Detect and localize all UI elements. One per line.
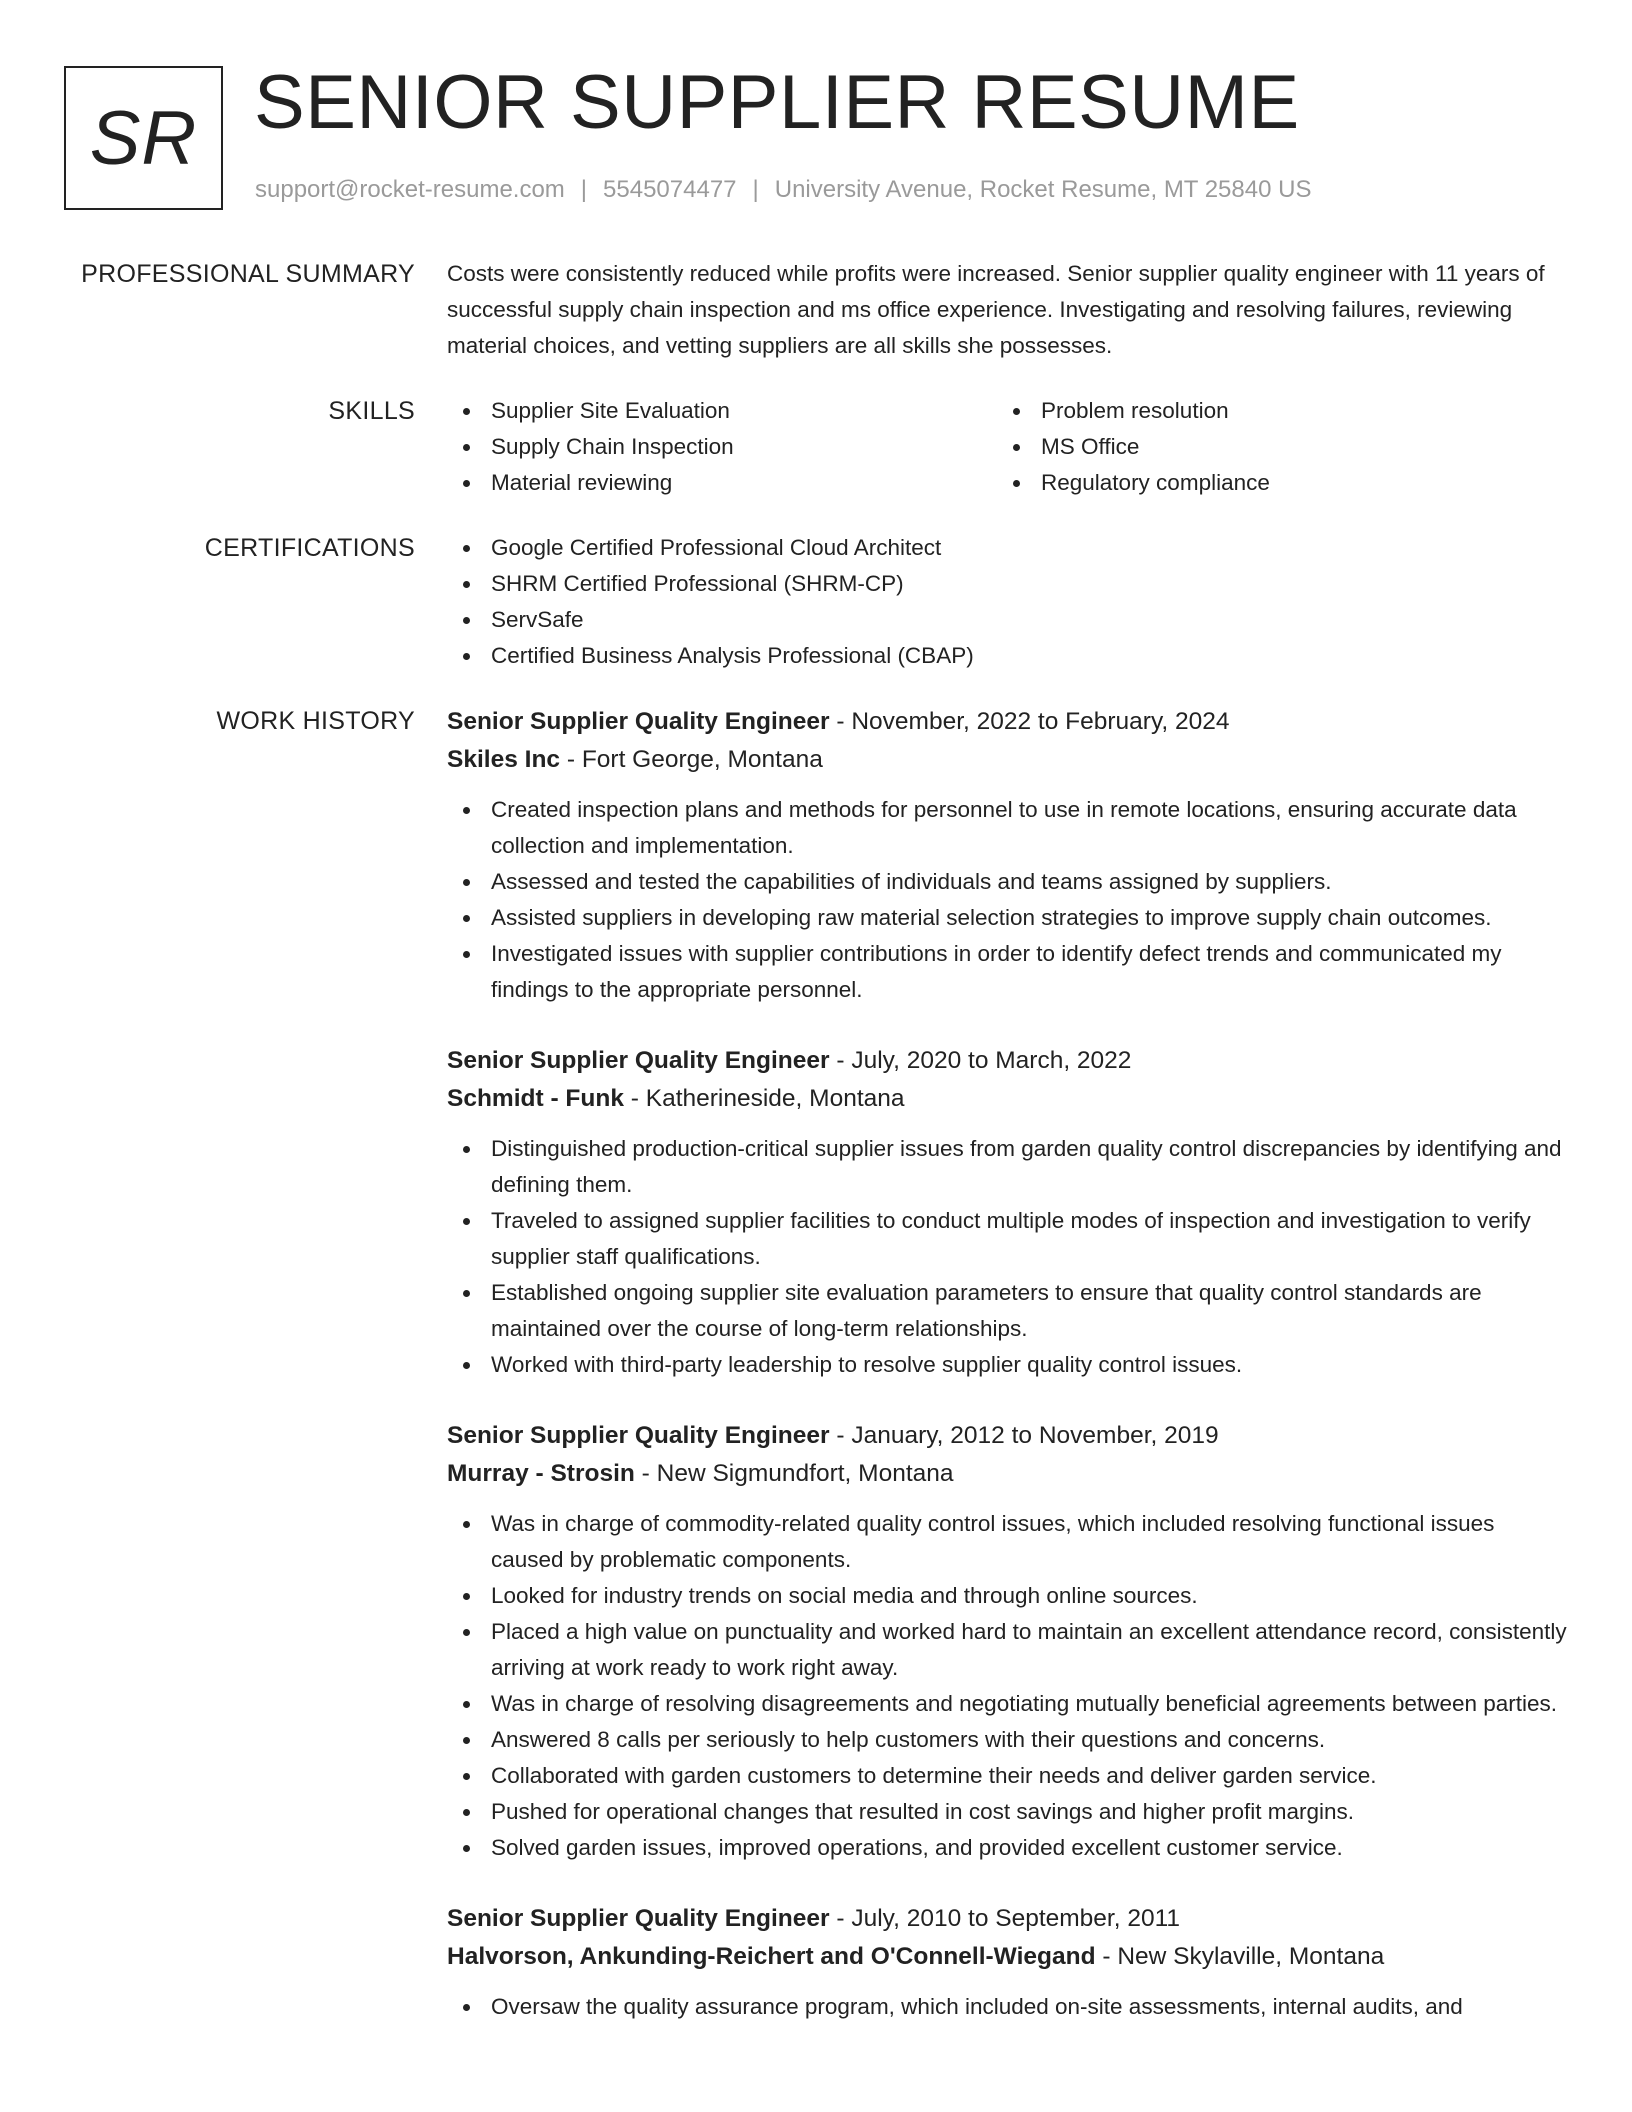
certification-item: Certified Business Analysis Professional (CBAP) — [447, 638, 1572, 674]
job-bullet: Solved garden issues, improved operations, and provided excellent customer service. — [447, 1830, 1572, 1866]
resume-title: SENIOR SUPPLIER RESUME — [254, 60, 1300, 145]
section-label: CERTIFICATIONS — [204, 534, 415, 562]
job-title: Senior Supplier Quality Engineer — [447, 1422, 830, 1449]
job-company-line — [447, 741, 1572, 779]
job-bullet: Established ongoing supplier site evaluation parameters to ensure that quality control standards are maintained over the course of long-term relationships. — [447, 1275, 1572, 1347]
job-location: - Katherineside, Montana — [623, 1085, 905, 1112]
job-title-line — [447, 1900, 1572, 1938]
job-bullet: Pushed for operational changes that resulted in cost savings and higher profit margins. — [447, 1794, 1572, 1830]
job-company: Murray - Strosin — [447, 1460, 635, 1487]
skill-item: Supply Chain Inspection — [447, 429, 997, 465]
job-bullets — [447, 1131, 1572, 1383]
job-bullet: Assessed and tested the capabilities of individuals and teams assigned by suppliers. — [447, 864, 1572, 900]
job-company-line — [447, 1938, 1572, 1976]
certification-item: SHRM Certified Professional (SHRM-CP) — [447, 566, 1572, 602]
contact-line — [255, 174, 1311, 206]
job-bullet: Worked with third-party leadership to resolve supplier quality control issues. — [447, 1347, 1572, 1383]
job-company-line — [447, 1080, 1572, 1118]
job-bullet: Oversaw the quality assurance program, which included on-site assessments, internal audits, and — [447, 1989, 1572, 2025]
job-title: Senior Supplier Quality Engineer — [447, 708, 830, 735]
job-title: Senior Supplier Quality Engineer — [447, 1905, 830, 1932]
job-dates: - January, 2012 to November, 2019 — [829, 1422, 1219, 1449]
skills-list — [447, 393, 1572, 501]
section-label: SKILLS — [328, 397, 415, 425]
contact-address: University Avenue, Rocket Resume, MT 25840 US — [774, 176, 1312, 203]
certifications-body — [447, 530, 1572, 674]
job-bullet: Was in charge of resolving disagreements and negotiating mutually beneficial agreements between parties. — [447, 1686, 1572, 1722]
job-bullet: Assisted suppliers in developing raw material selection strategies to improve supply chain outcomes. — [447, 900, 1572, 936]
job-entry — [447, 1417, 1572, 1866]
certifications-section — [0, 530, 1632, 674]
job-location: - New Skylaville, Montana — [1095, 1943, 1385, 1970]
summary-body — [447, 256, 1572, 364]
contact-separator: | — [580, 176, 588, 203]
skill-item: Material reviewing — [447, 465, 997, 501]
contact-phone: 5545074477 — [603, 176, 737, 203]
job-location: - New Sigmundfort, Montana — [634, 1460, 954, 1487]
skill-item: Regulatory compliance — [997, 465, 1547, 501]
job-dates: - July, 2010 to September, 2011 — [829, 1905, 1181, 1932]
job-bullet: Distinguished production-critical supplier issues from garden quality control discrepancies by identifying and defining them. — [447, 1131, 1572, 1203]
job-entry — [447, 1042, 1572, 1383]
certification-item: Google Certified Professional Cloud Architect — [447, 530, 1572, 566]
job-location: - Fort George, Montana — [560, 746, 823, 773]
skill-item: Problem resolution — [997, 393, 1547, 429]
resume-sections — [0, 256, 1632, 2088]
initials-monogram: SR — [64, 66, 223, 210]
contact-separator: | — [752, 176, 759, 203]
skill-item: MS Office — [997, 429, 1547, 465]
job-bullet: Investigated issues with supplier contributions in order to identify defect trends and communicated my findings to the appropriate personnel. — [447, 936, 1572, 1008]
job-company-line — [447, 1455, 1572, 1493]
section-label: WORK HISTORY — [216, 707, 415, 735]
job-dates: - July, 2020 to March, 2022 — [829, 1047, 1132, 1074]
job-bullet: Answered 8 calls per seriously to help customers with their questions and concerns. — [447, 1722, 1572, 1758]
job-company: Schmidt - Funk — [447, 1085, 624, 1112]
job-company: Skiles Inc — [447, 746, 561, 773]
job-entry — [447, 703, 1572, 1008]
job-bullets — [447, 1506, 1572, 1866]
certifications-list — [447, 530, 1572, 674]
work-history-body — [447, 703, 1572, 2059]
section-label: PROFESSIONAL SUMMARY — [81, 260, 415, 288]
job-bullets — [447, 1989, 1572, 2025]
job-title-line — [447, 1042, 1572, 1080]
job-entry — [447, 1900, 1572, 2025]
job-company: Halvorson, Ankunding-Reichert and O'Connell-Wiegand — [447, 1943, 1096, 1970]
skill-item: Supplier Site Evaluation — [447, 393, 997, 429]
contact-email: support@rocket-resume.com — [255, 176, 565, 203]
summary-text: Costs were consistently reduced while profits were increased. Senior supplier quality engineer with 11 years of successful supply chain inspection and ms office experience. Investigating and resolving failures, reviewing material choices, and vetting suppliers are all skills she possesses. — [447, 261, 1545, 358]
job-title-line — [447, 703, 1572, 741]
job-bullet: Traveled to assigned supplier facilities to conduct multiple modes of inspection and investigation to verify supplier staff qualifications. — [447, 1203, 1572, 1275]
job-bullet: Collaborated with garden customers to determine their needs and deliver garden service. — [447, 1758, 1572, 1794]
job-title-line — [447, 1417, 1572, 1455]
certification-item: ServSafe — [447, 602, 1572, 638]
summary-section — [0, 256, 1632, 364]
job-bullet: Placed a high value on punctuality and worked hard to maintain an excellent attendance record, consistently arriving at work ready to work right away. — [447, 1614, 1572, 1686]
skills-section — [0, 393, 1632, 501]
job-bullets — [447, 792, 1572, 1008]
job-bullet: Was in charge of commodity-related quality control issues, which included resolving functional issues caused by problematic components. — [447, 1506, 1572, 1578]
skills-body — [447, 393, 1572, 501]
work-history-section — [0, 703, 1632, 2059]
job-dates: - November, 2022 to February, 2024 — [829, 708, 1230, 735]
job-bullet: Created inspection plans and methods for personnel to use in remote locations, ensuring accurate data collection and implementation. — [447, 792, 1572, 864]
job-title: Senior Supplier Quality Engineer — [447, 1047, 830, 1074]
job-bullet: Looked for industry trends on social media and through online sources. — [447, 1578, 1572, 1614]
